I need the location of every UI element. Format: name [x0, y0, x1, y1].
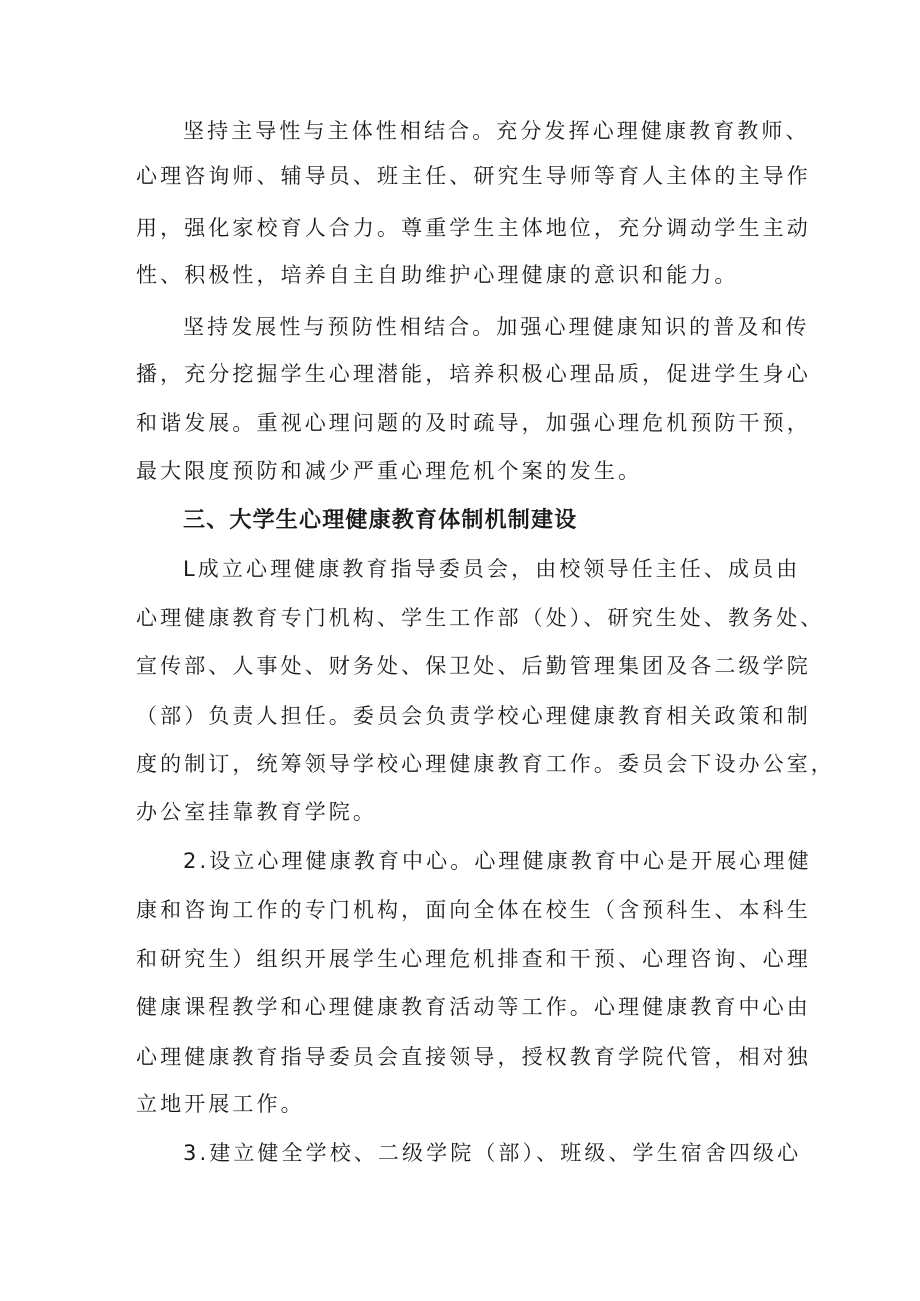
text-line: L成立心理健康教育指导委员会，由校领导任主任、成员由 [183, 557, 801, 581]
text-line: 性、积极性，培养自主自助维护心理健康的意识和能力。 [136, 263, 739, 287]
text-line: 立地开展工作。 [136, 1092, 305, 1116]
text-line: 最大限度预防和减少严重心理危机个案的发生。 [136, 459, 643, 483]
text-line: 2.设立心理健康教育中心。心理健康教育中心是开展心理健 [183, 849, 812, 873]
text-line: 宣传部、人事处、财务处、保卫处、后勤管理集团及各二级学院 [136, 654, 811, 678]
text-line: 3.建立健全学校、二级学院（部）、班级、学生宿舍四级心 [183, 1141, 802, 1165]
text-line: 用，强化家校育人合力。尊重学生主体地位，充分调动学生主动 [136, 216, 811, 240]
section-heading: 三、大学生心理健康教育体制机制建设 [183, 508, 578, 533]
text-line: 心理咨询师、辅导员、班主任、研究生导师等育人主体的主导作 [136, 164, 811, 188]
text-line: 心理健康教育指导委员会直接领导，授权教育学院代管，相对独 [136, 1045, 811, 1069]
text-line: 坚持发展性与预防性相结合。加强心理健康知识的普及和传 [183, 315, 810, 339]
text-line: 播，充分挖掘学生心理潜能，培养积极心理品质，促进学生身心 [136, 362, 811, 386]
text-line: 和研究生）组织开展学生心理危机排查和干预、心理咨询、心理 [136, 947, 811, 971]
text-line: （部）负责人担任。委员会负责学校心理健康教育相关政策和制 [136, 704, 811, 728]
text-line: 坚持主导性与主体性相结合。充分发挥心理健康教育教师、 [183, 119, 810, 143]
text-line: 和谐发展。重视心理问题的及时疏导，加强心理危机预防干预， [136, 411, 811, 435]
text-line: 办公室挂靠教育学院。 [136, 800, 377, 824]
text-line: 度的制订，统筹领导学校心理健康教育工作。委员会下设办公室， [136, 752, 835, 776]
text-line: 健康课程教学和心理健康教育活动等工作。心理健康教育中心由 [136, 995, 811, 1019]
text-line: 康和咨询工作的专门机构，面向全体在校生（含预科生、本科生 [136, 898, 811, 922]
text-line: 心理健康教育专门机构、学生工作部（处）、研究生处、教务处、 [136, 606, 825, 630]
